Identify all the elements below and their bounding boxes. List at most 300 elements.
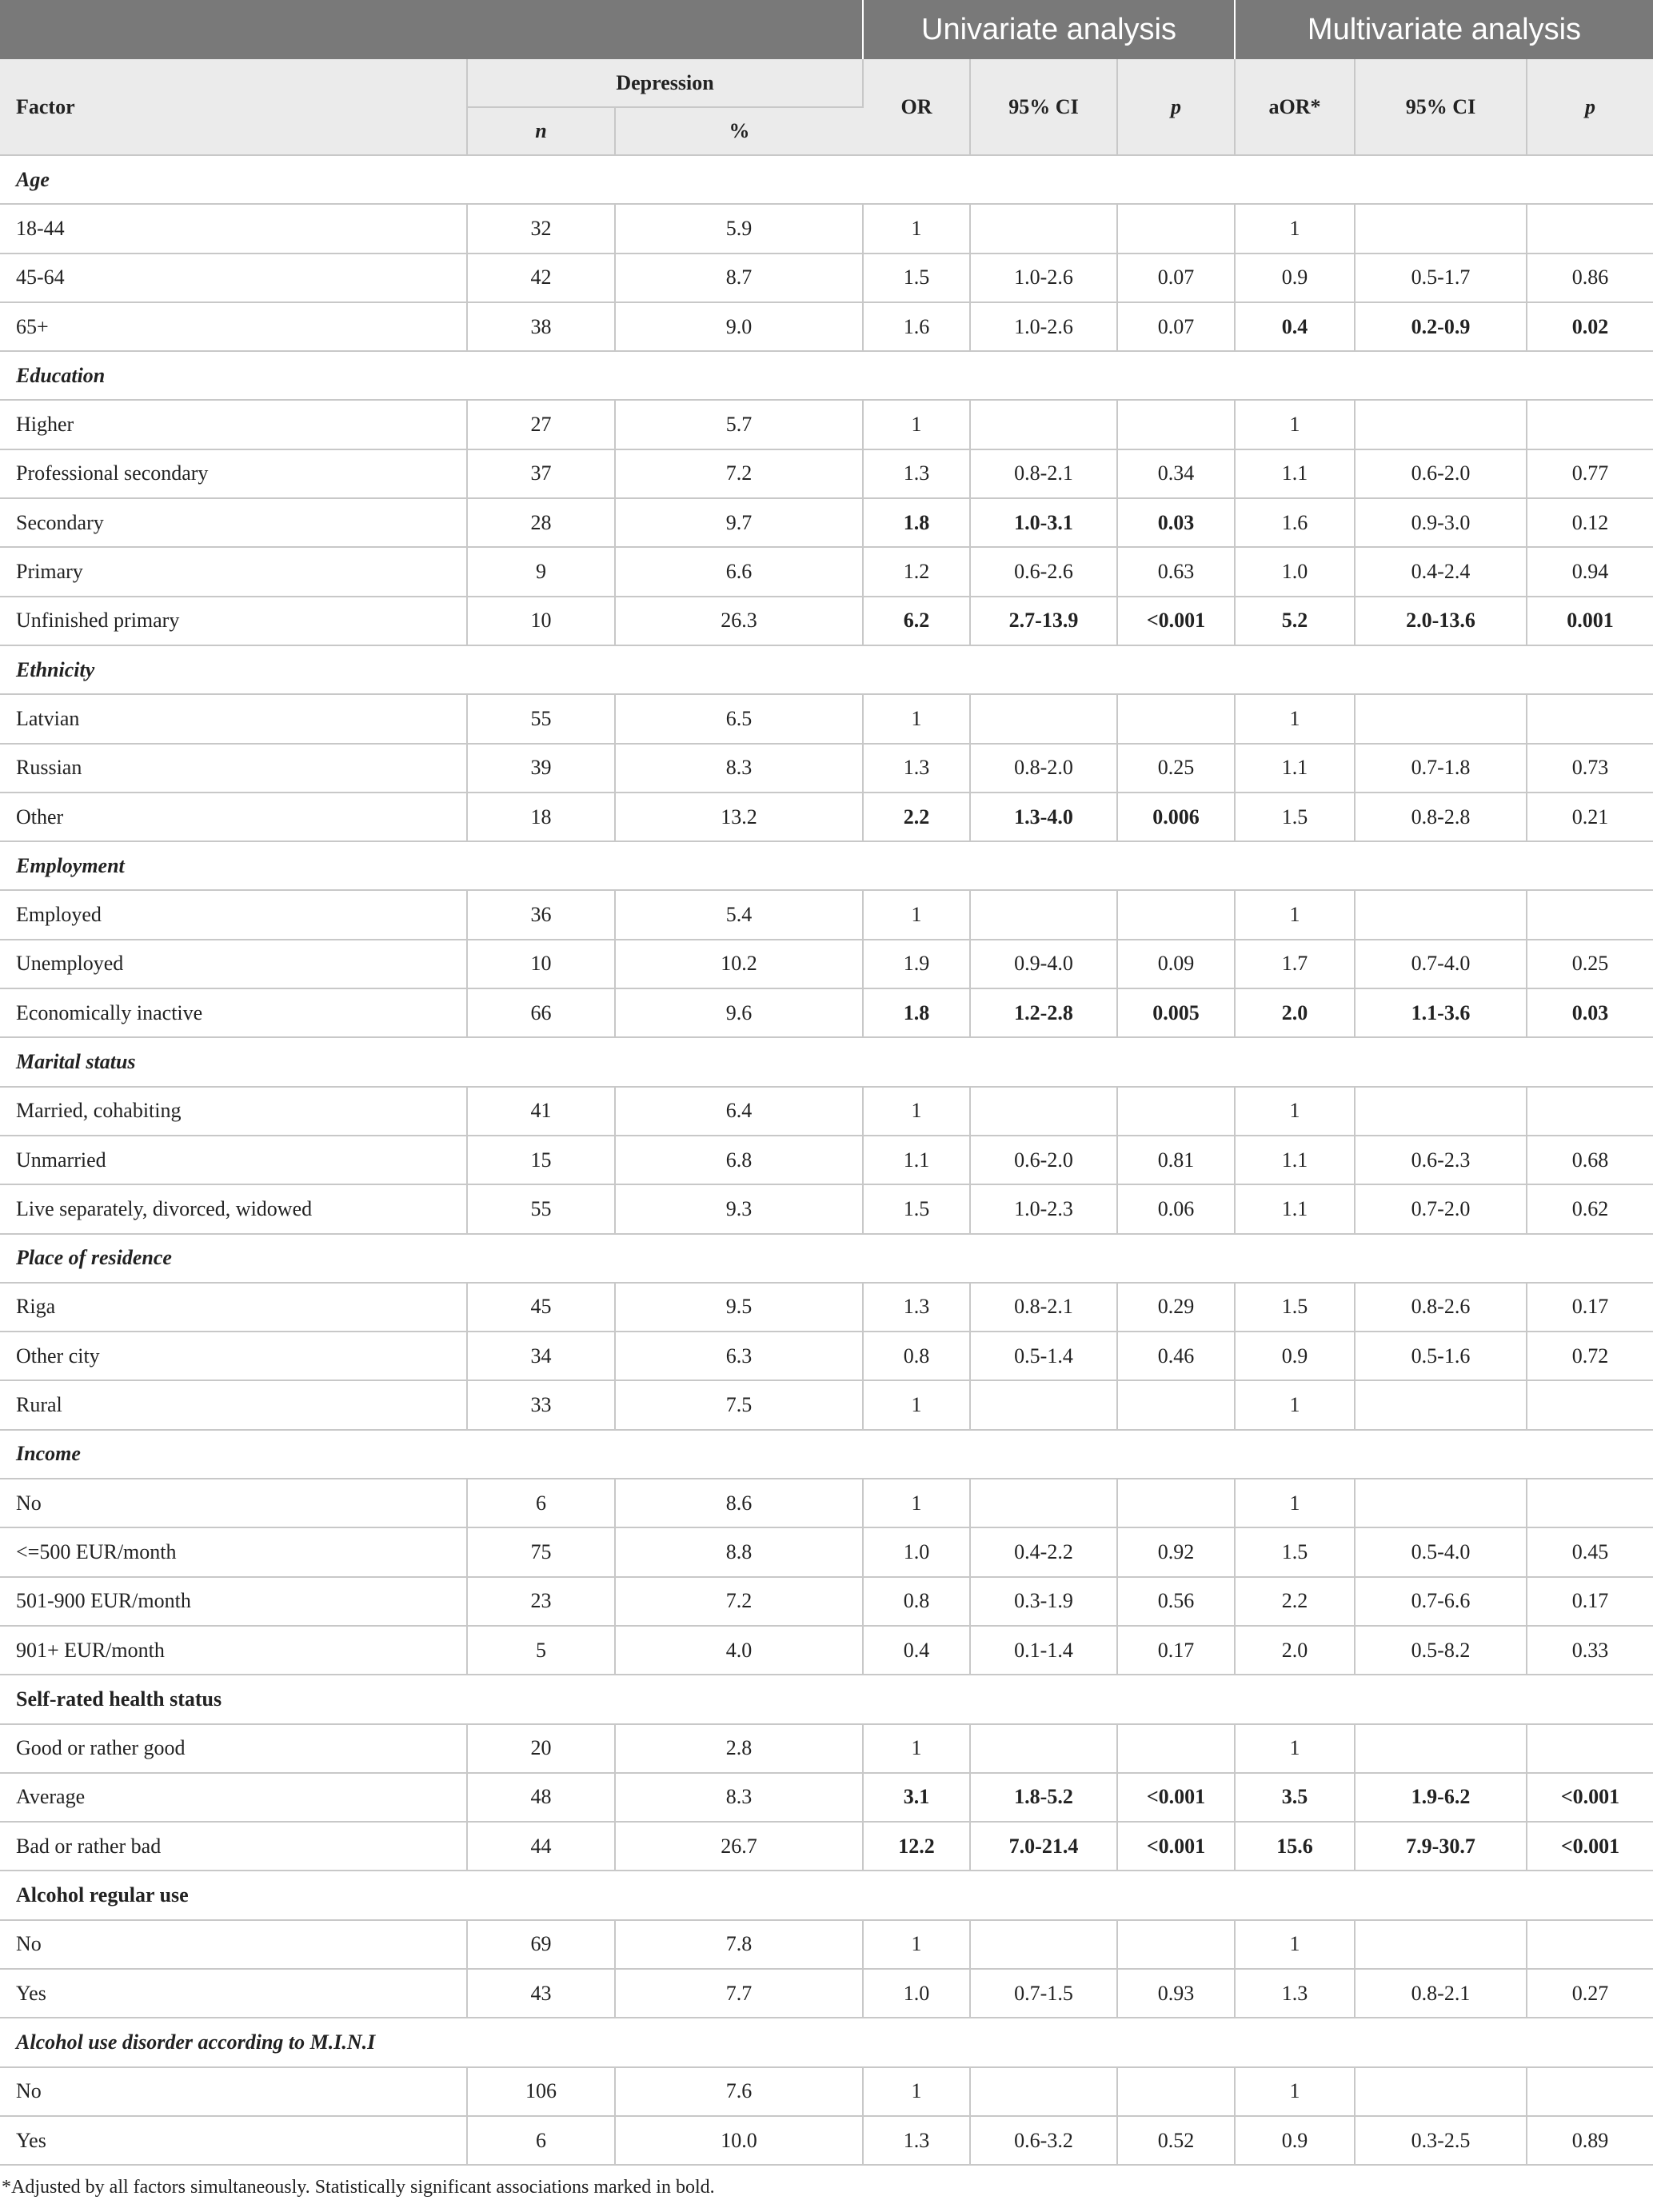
table-row [0, 1380, 1653, 1429]
aor-cell: 1 [1235, 890, 1355, 939]
or-cell: 1.0 [863, 1527, 970, 1576]
n-cell: 38 [467, 302, 615, 351]
n-cell: 37 [467, 449, 615, 498]
p-cell: <0.001 [1117, 1822, 1235, 1871]
pct-cell: 4.0 [615, 1626, 863, 1675]
factor-cell: Employed [0, 890, 467, 939]
ci-cell [970, 890, 1117, 939]
pct-cell: 6.4 [615, 1087, 863, 1136]
or-cell: 1 [863, 204, 970, 253]
ci-cell: 0.4-2.2 [970, 1527, 1117, 1576]
aor-cell: 2.0 [1235, 988, 1355, 1037]
header-blank [0, 0, 863, 59]
factor-cell: No [0, 1479, 467, 1527]
factor-cell: Riga [0, 1283, 467, 1332]
table-footnote: *Adjusted by all factors simultaneously. Statistically significant associations marked in bold. [2, 2177, 715, 2198]
ci-cell: 7.0-21.4 [970, 1822, 1117, 1871]
p-cell: 0.07 [1117, 254, 1235, 302]
category-row [0, 645, 1653, 694]
table-row [0, 1087, 1653, 1136]
n-cell: 27 [467, 400, 615, 449]
ci-cell: 1.0-2.6 [970, 254, 1117, 302]
aci-cell [1355, 1380, 1527, 1429]
ap-cell: 0.94 [1527, 547, 1653, 596]
factor-cell: Average [0, 1773, 467, 1822]
n-cell: 34 [467, 1332, 615, 1380]
category-label: Income [0, 1430, 1653, 1479]
pct-cell: 26.3 [615, 597, 863, 645]
ci-cell [970, 694, 1117, 743]
or-cell: 1 [863, 2067, 970, 2116]
table-row [0, 1822, 1653, 1871]
aor-cell: 1 [1235, 1087, 1355, 1136]
factor-cell: 501-900 EUR/month [0, 1577, 467, 1626]
aci-cell [1355, 2067, 1527, 2116]
p-cell: 0.93 [1117, 1969, 1235, 2018]
ap-cell: 0.12 [1527, 498, 1653, 547]
or-cell: 6.2 [863, 597, 970, 645]
p-cell: 0.005 [1117, 988, 1235, 1037]
pct-cell: 13.2 [615, 793, 863, 841]
aci-cell: 0.9-3.0 [1355, 498, 1527, 547]
ap-cell [1527, 1920, 1653, 1969]
or-cell: 1.6 [863, 302, 970, 351]
or-cell: 1 [863, 694, 970, 743]
ci-cell: 0.6-3.2 [970, 2116, 1117, 2165]
p-cell [1117, 1479, 1235, 1527]
ci-cell: 0.9-4.0 [970, 940, 1117, 988]
factor-cell: Professional secondary [0, 449, 467, 498]
header-depression: Depression [467, 59, 863, 107]
aci-cell: 0.3-2.5 [1355, 2116, 1527, 2165]
p-cell [1117, 1920, 1235, 1969]
aci-cell [1355, 1724, 1527, 1773]
pct-cell: 10.0 [615, 2116, 863, 2165]
aor-cell: 1.5 [1235, 1527, 1355, 1576]
n-cell: 55 [467, 694, 615, 743]
ap-cell: 0.17 [1527, 1577, 1653, 1626]
aci-cell [1355, 1087, 1527, 1136]
table-row [0, 1724, 1653, 1773]
ci-cell: 1.0-3.1 [970, 498, 1117, 547]
ci-cell: 2.7-13.9 [970, 597, 1117, 645]
header-ap: p [1527, 59, 1653, 155]
category-label: Marital status [0, 1037, 1653, 1086]
aor-cell: 1 [1235, 400, 1355, 449]
p-cell: 0.006 [1117, 793, 1235, 841]
header-n: n [467, 107, 615, 155]
ci-cell [970, 1380, 1117, 1429]
aor-cell: 0.9 [1235, 2116, 1355, 2165]
ci-cell: 0.8-2.1 [970, 449, 1117, 498]
n-cell: 48 [467, 1773, 615, 1822]
category-row [0, 1234, 1653, 1283]
factor-cell: Economically inactive [0, 988, 467, 1037]
aci-cell [1355, 1479, 1527, 1527]
or-cell: 1 [863, 400, 970, 449]
aci-cell [1355, 400, 1527, 449]
category-row [0, 1675, 1653, 1723]
p-cell: 0.03 [1117, 498, 1235, 547]
pct-cell: 7.5 [615, 1380, 863, 1429]
table-row [0, 2067, 1653, 2116]
factor-cell: <=500 EUR/month [0, 1527, 467, 1576]
or-cell: 1 [863, 1920, 970, 1969]
p-cell: 0.52 [1117, 2116, 1235, 2165]
header-univariate: Univariate analysis [863, 0, 1235, 59]
pct-cell: 10.2 [615, 940, 863, 988]
aor-cell: 1.1 [1235, 744, 1355, 793]
pct-cell: 9.3 [615, 1184, 863, 1233]
p-cell: 0.63 [1117, 547, 1235, 596]
ap-cell [1527, 2067, 1653, 2116]
aci-cell: 0.5-1.7 [1355, 254, 1527, 302]
aor-cell: 2.0 [1235, 1626, 1355, 1675]
table-row [0, 2116, 1653, 2165]
or-cell: 1 [863, 1479, 970, 1527]
aci-cell: 0.7-6.6 [1355, 1577, 1527, 1626]
table-row [0, 400, 1653, 449]
factor-cell: Higher [0, 400, 467, 449]
table-row [0, 547, 1653, 596]
pct-cell: 6.6 [615, 547, 863, 596]
category-row [0, 1430, 1653, 1479]
table-row [0, 254, 1653, 302]
or-cell: 1.3 [863, 449, 970, 498]
category-label: Education [0, 351, 1653, 400]
table-row [0, 793, 1653, 841]
factor-cell: Other city [0, 1332, 467, 1380]
n-cell: 55 [467, 1184, 615, 1233]
aor-cell: 1.5 [1235, 793, 1355, 841]
p-cell: 0.56 [1117, 1577, 1235, 1626]
header-aor: aOR* [1235, 59, 1355, 155]
ci-cell [970, 1724, 1117, 1773]
table-row [0, 744, 1653, 793]
aor-cell: 1.3 [1235, 1969, 1355, 2018]
pct-cell: 26.7 [615, 1822, 863, 1871]
p-cell: 0.09 [1117, 940, 1235, 988]
factor-cell: Yes [0, 2116, 467, 2165]
pct-cell: 6.8 [615, 1136, 863, 1184]
factor-cell: Live separately, divorced, widowed [0, 1184, 467, 1233]
aci-cell: 0.7-1.8 [1355, 744, 1527, 793]
pct-cell: 9.6 [615, 988, 863, 1037]
pct-cell: 7.2 [615, 1577, 863, 1626]
table-row [0, 988, 1653, 1037]
or-cell: 1.3 [863, 744, 970, 793]
n-cell: 33 [467, 1380, 615, 1429]
or-cell: 1 [863, 1724, 970, 1773]
aor-cell: 1 [1235, 694, 1355, 743]
factor-cell: Primary [0, 547, 467, 596]
aci-cell: 1.9-6.2 [1355, 1773, 1527, 1822]
category-label: Self-rated health status [0, 1675, 1653, 1723]
pct-cell: 5.7 [615, 400, 863, 449]
or-cell: 1.9 [863, 940, 970, 988]
p-cell: 0.34 [1117, 449, 1235, 498]
factor-cell: Married, cohabiting [0, 1087, 467, 1136]
or-cell: 1 [863, 1087, 970, 1136]
ci-cell [970, 2067, 1117, 2116]
aor-cell: 1 [1235, 204, 1355, 253]
p-cell: 0.29 [1117, 1283, 1235, 1332]
aor-cell: 1.0 [1235, 547, 1355, 596]
factor-cell: No [0, 2067, 467, 2116]
table-row [0, 890, 1653, 939]
header-or: OR [863, 59, 970, 155]
pct-cell: 7.8 [615, 1920, 863, 1969]
n-cell: 66 [467, 988, 615, 1037]
ap-cell: <0.001 [1527, 1773, 1653, 1822]
p-cell: 0.92 [1117, 1527, 1235, 1576]
pct-cell: 5.4 [615, 890, 863, 939]
ap-cell: 0.21 [1527, 793, 1653, 841]
n-cell: 69 [467, 1920, 615, 1969]
ap-cell [1527, 1724, 1653, 1773]
n-cell: 18 [467, 793, 615, 841]
or-cell: 1.8 [863, 498, 970, 547]
ap-cell: 0.02 [1527, 302, 1653, 351]
factor-cell: Bad or rather bad [0, 1822, 467, 1871]
n-cell: 15 [467, 1136, 615, 1184]
pct-cell: 8.6 [615, 1479, 863, 1527]
table-row [0, 1577, 1653, 1626]
ap-cell [1527, 1479, 1653, 1527]
aor-cell: 1.1 [1235, 449, 1355, 498]
pct-cell: 8.7 [615, 254, 863, 302]
ap-cell: <0.001 [1527, 1822, 1653, 1871]
aci-cell: 0.8-2.8 [1355, 793, 1527, 841]
or-cell: 2.2 [863, 793, 970, 841]
factor-cell: 18-44 [0, 204, 467, 253]
category-row [0, 155, 1653, 204]
n-cell: 5 [467, 1626, 615, 1675]
aor-cell: 5.2 [1235, 597, 1355, 645]
factor-cell: Unemployed [0, 940, 467, 988]
pct-cell: 8.3 [615, 744, 863, 793]
ci-cell: 1.0-2.6 [970, 302, 1117, 351]
aci-cell [1355, 204, 1527, 253]
aor-cell: 1 [1235, 1724, 1355, 1773]
factor-cell: No [0, 1920, 467, 1969]
table-row [0, 449, 1653, 498]
n-cell: 42 [467, 254, 615, 302]
ap-cell [1527, 1380, 1653, 1429]
n-cell: 75 [467, 1527, 615, 1576]
pct-cell: 2.8 [615, 1724, 863, 1773]
ap-cell [1527, 204, 1653, 253]
table-row [0, 597, 1653, 645]
pct-cell: 8.8 [615, 1527, 863, 1576]
header-p: p [1117, 59, 1235, 155]
ci-cell: 0.8-2.0 [970, 744, 1117, 793]
factor-cell: Other [0, 793, 467, 841]
category-label: Ethnicity [0, 645, 1653, 694]
aci-cell: 0.8-2.6 [1355, 1283, 1527, 1332]
aci-cell: 0.7-4.0 [1355, 940, 1527, 988]
factor-cell: 901+ EUR/month [0, 1626, 467, 1675]
table-row [0, 694, 1653, 743]
ci-cell: 0.8-2.1 [970, 1283, 1117, 1332]
p-cell: <0.001 [1117, 597, 1235, 645]
aor-cell: 0.9 [1235, 254, 1355, 302]
ap-cell: 0.86 [1527, 254, 1653, 302]
n-cell: 44 [467, 1822, 615, 1871]
factor-cell: 65+ [0, 302, 467, 351]
ap-cell: 0.73 [1527, 744, 1653, 793]
ci-cell [970, 204, 1117, 253]
ap-cell: 0.03 [1527, 988, 1653, 1037]
p-cell [1117, 694, 1235, 743]
aci-cell: 0.6-2.0 [1355, 449, 1527, 498]
p-cell: 0.81 [1117, 1136, 1235, 1184]
pct-cell: 7.6 [615, 2067, 863, 2116]
ap-cell: 0.77 [1527, 449, 1653, 498]
or-cell: 0.8 [863, 1577, 970, 1626]
pct-cell: 5.9 [615, 204, 863, 253]
n-cell: 10 [467, 940, 615, 988]
p-cell: 0.07 [1117, 302, 1235, 351]
category-row [0, 351, 1653, 400]
ci-cell: 1.0-2.3 [970, 1184, 1117, 1233]
table-row [0, 1969, 1653, 2018]
aor-cell: 1 [1235, 2067, 1355, 2116]
p-cell [1117, 890, 1235, 939]
n-cell: 6 [467, 2116, 615, 2165]
ap-cell: 0.27 [1527, 1969, 1653, 2018]
or-cell: 1.2 [863, 547, 970, 596]
ci-cell: 1.3-4.0 [970, 793, 1117, 841]
table-row [0, 302, 1653, 351]
aor-cell: 1.1 [1235, 1184, 1355, 1233]
aci-cell [1355, 890, 1527, 939]
or-cell: 1.3 [863, 2116, 970, 2165]
aci-cell [1355, 694, 1527, 743]
factor-cell: Good or rather good [0, 1724, 467, 1773]
table-row [0, 940, 1653, 988]
p-cell [1117, 1380, 1235, 1429]
header-aci: 95% CI [1355, 59, 1527, 155]
p-cell [1117, 1724, 1235, 1773]
table-row [0, 1527, 1653, 1576]
factor-cell: 45-64 [0, 254, 467, 302]
ap-cell: 0.17 [1527, 1283, 1653, 1332]
aor-cell: 1 [1235, 1380, 1355, 1429]
n-cell: 106 [467, 2067, 615, 2116]
pct-cell: 7.7 [615, 1969, 863, 2018]
ap-cell: 0.33 [1527, 1626, 1653, 1675]
header-multivariate: Multivariate analysis [1235, 0, 1653, 59]
table-body [0, 155, 1653, 2165]
aci-cell: 1.1-3.6 [1355, 988, 1527, 1037]
or-cell: 1.1 [863, 1136, 970, 1184]
factor-cell: Unfinished primary [0, 597, 467, 645]
pct-cell: 6.5 [615, 694, 863, 743]
table-row [0, 1332, 1653, 1380]
table-row [0, 1626, 1653, 1675]
aci-cell: 0.5-1.6 [1355, 1332, 1527, 1380]
category-label: Alcohol regular use [0, 1871, 1653, 1919]
pct-cell: 9.7 [615, 498, 863, 547]
ap-cell: 0.62 [1527, 1184, 1653, 1233]
aci-cell: 0.8-2.1 [1355, 1969, 1527, 2018]
ap-cell: 0.89 [1527, 2116, 1653, 2165]
n-cell: 45 [467, 1283, 615, 1332]
or-cell: 1.3 [863, 1283, 970, 1332]
category-label: Place of residence [0, 1234, 1653, 1283]
category-label: Employment [0, 841, 1653, 890]
category-label: Alcohol use disorder according to M.I.N.I [0, 2018, 1653, 2066]
or-cell: 1 [863, 1380, 970, 1429]
aci-cell: 7.9-30.7 [1355, 1822, 1527, 1871]
ci-cell: 0.1-1.4 [970, 1626, 1117, 1675]
ap-cell [1527, 400, 1653, 449]
ap-cell [1527, 1087, 1653, 1136]
ap-cell [1527, 890, 1653, 939]
ci-cell [970, 400, 1117, 449]
category-row [0, 2018, 1653, 2066]
ap-cell: 0.72 [1527, 1332, 1653, 1380]
table-row [0, 1184, 1653, 1233]
pct-cell: 9.0 [615, 302, 863, 351]
or-cell: 1.5 [863, 254, 970, 302]
header-row-columns [0, 59, 1653, 107]
factor-cell: Secondary [0, 498, 467, 547]
header-pct: % [615, 107, 863, 155]
p-cell [1117, 1087, 1235, 1136]
aci-cell: 0.5-4.0 [1355, 1527, 1527, 1576]
factor-cell: Russian [0, 744, 467, 793]
aci-cell: 0.7-2.0 [1355, 1184, 1527, 1233]
pct-cell: 6.3 [615, 1332, 863, 1380]
or-cell: 12.2 [863, 1822, 970, 1871]
ci-cell: 0.7-1.5 [970, 1969, 1117, 2018]
or-cell: 0.4 [863, 1626, 970, 1675]
ap-cell: 0.68 [1527, 1136, 1653, 1184]
ap-cell: 0.25 [1527, 940, 1653, 988]
aor-cell: 0.9 [1235, 1332, 1355, 1380]
table-row [0, 1479, 1653, 1527]
header-row-analysis [0, 0, 1653, 59]
factor-cell: Rural [0, 1380, 467, 1429]
n-cell: 6 [467, 1479, 615, 1527]
p-cell [1117, 204, 1235, 253]
p-cell: <0.001 [1117, 1773, 1235, 1822]
ci-cell: 0.6-2.0 [970, 1136, 1117, 1184]
n-cell: 43 [467, 1969, 615, 2018]
ap-cell [1527, 694, 1653, 743]
table-row [0, 1773, 1653, 1822]
aor-cell: 1.1 [1235, 1136, 1355, 1184]
category-row [0, 1037, 1653, 1086]
n-cell: 10 [467, 597, 615, 645]
p-cell [1117, 400, 1235, 449]
ap-cell: 0.001 [1527, 597, 1653, 645]
or-cell: 1.0 [863, 1969, 970, 2018]
table-row [0, 498, 1653, 547]
aci-cell: 0.6-2.3 [1355, 1136, 1527, 1184]
aor-cell: 2.2 [1235, 1577, 1355, 1626]
ci-cell: 0.6-2.6 [970, 547, 1117, 596]
n-cell: 39 [467, 744, 615, 793]
aci-cell: 0.5-8.2 [1355, 1626, 1527, 1675]
factor-cell: Yes [0, 1969, 467, 2018]
aor-cell: 1.5 [1235, 1283, 1355, 1332]
table-row [0, 1283, 1653, 1332]
or-cell: 3.1 [863, 1773, 970, 1822]
category-label: Age [0, 155, 1653, 204]
